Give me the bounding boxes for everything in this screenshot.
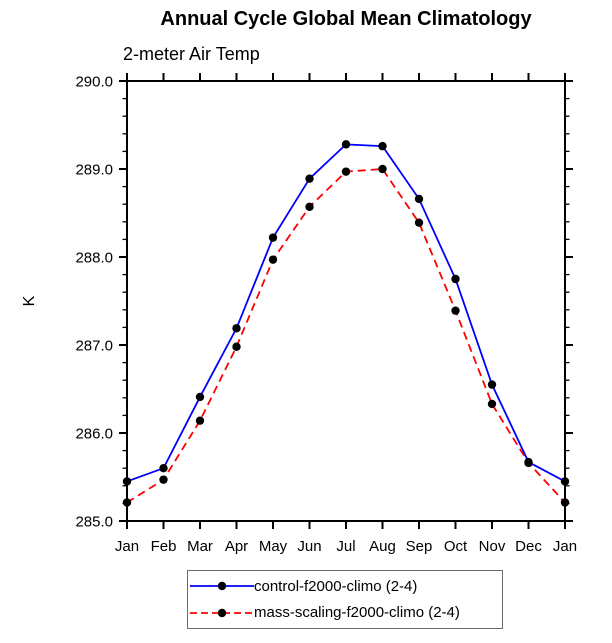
data-point-marker [415, 195, 423, 203]
chart-subtitle: 2-meter Air Temp [123, 44, 260, 64]
x-tick-label: Mar [187, 538, 213, 555]
data-point-marker [415, 218, 423, 226]
data-point-marker [123, 498, 131, 506]
data-point-marker [123, 477, 131, 485]
y-axis-label: K [21, 295, 38, 307]
legend-item-control [189, 573, 502, 600]
x-tick-label: Jan [114, 538, 140, 555]
x-tick-label: Feb [150, 538, 177, 555]
legend-line-sample-dashed [189, 606, 254, 620]
legend-label-control: control-f2000-climo (2-4) [254, 577, 418, 595]
data-point-marker [159, 464, 167, 472]
y-tick-label: 289.0 [75, 161, 113, 179]
data-point-marker [451, 306, 459, 314]
data-point-marker [305, 174, 313, 182]
data-point-marker [342, 140, 350, 148]
control-f2000-climo-line [127, 144, 565, 481]
legend-label-mass-scaling: mass-scaling-f2000-climo (2-4) [254, 604, 460, 622]
chart-title: Annual Cycle Global Mean Climatology [160, 8, 532, 30]
data-point-marker [159, 475, 167, 483]
legend-marker-dot-icon [218, 582, 226, 590]
y-tick-label: 288.0 [75, 249, 113, 267]
data-point-marker [378, 142, 386, 150]
data-point-marker [378, 165, 386, 173]
data-point-marker [524, 459, 532, 467]
x-tick-label: Dec [515, 538, 542, 555]
data-point-marker [232, 343, 240, 351]
data-point-marker [561, 498, 569, 506]
x-tick-label: Sep [405, 538, 433, 555]
data-point-marker [269, 233, 277, 241]
x-tick-label: May [258, 538, 288, 555]
data-point-marker [342, 167, 350, 175]
data-point-marker [488, 400, 496, 408]
y-tick-label: 290.0 [75, 73, 113, 91]
legend-marker-dot-icon [218, 609, 226, 617]
data-point-marker [488, 380, 496, 388]
legend-item-mass-scaling [189, 600, 502, 627]
data-point-marker [451, 275, 459, 283]
data-point-marker [232, 324, 240, 332]
y-tick-label: 286.0 [75, 425, 113, 443]
x-tick-label: Jun [297, 538, 322, 555]
data-point-marker [196, 393, 204, 401]
x-tick-label: Nov [478, 538, 506, 555]
x-tick-label: Oct [443, 538, 468, 555]
legend-line-sample-solid [189, 579, 254, 593]
data-point-marker [196, 416, 204, 424]
x-tick-label: Jul [336, 538, 356, 555]
legend [187, 570, 503, 629]
y-tick-label: 285.0 [75, 513, 113, 531]
data-point-marker [305, 203, 313, 211]
data-point-marker [561, 477, 569, 485]
mass-scaling-f2000-climo-line [127, 169, 565, 503]
x-tick-label: Jan [552, 538, 578, 555]
x-tick-label: Apr [224, 538, 249, 555]
data-point-marker [269, 255, 277, 263]
x-tick-label: Aug [369, 538, 396, 555]
y-tick-label: 287.0 [75, 337, 113, 355]
